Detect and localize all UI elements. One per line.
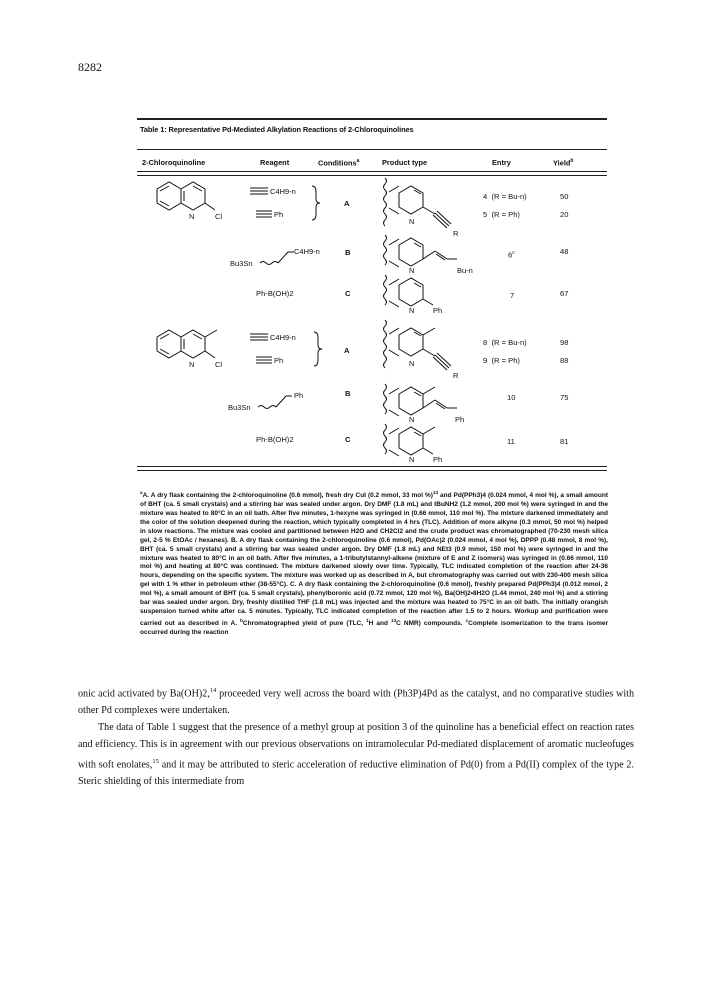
table-header-rule-top	[137, 149, 607, 150]
table-header-rule-2	[137, 175, 607, 176]
svg-text:Ph: Ph	[274, 210, 284, 219]
yield-7: 67	[560, 289, 569, 298]
svg-text:N: N	[409, 217, 415, 226]
header-product-type: Product type	[382, 158, 428, 167]
svg-text:N: N	[409, 306, 415, 315]
svg-text:Bu-n: Bu-n	[457, 266, 473, 275]
reagent-phenylboronic-1: Ph-B(OH)2	[256, 289, 294, 298]
atom-n: N	[189, 212, 195, 221]
svg-text:Ph: Ph	[274, 356, 284, 365]
entry-5: 5 (R = Ph)	[483, 210, 520, 219]
header-entry: Entry	[492, 158, 511, 167]
condition-b-2: B	[345, 389, 351, 398]
product-phenyl-quinoline	[383, 275, 493, 315]
svg-text:Ph: Ph	[455, 415, 465, 424]
entry-11: 11	[507, 437, 515, 446]
yield-6: 48	[560, 247, 569, 256]
condition-c-1: C	[345, 289, 351, 298]
page-number: 8282	[78, 60, 102, 74]
svg-text:Ph: Ph	[294, 391, 304, 400]
yield-9: 88	[560, 356, 569, 365]
condition-b-1: B	[345, 248, 351, 257]
entry-10: 10	[507, 393, 516, 402]
svg-text:N: N	[409, 266, 415, 275]
structure-2-chloroquinoline	[145, 182, 235, 232]
entry-4: 4 (R = Bu-n)	[483, 192, 527, 201]
yield-11: 81	[560, 437, 569, 446]
header-yield: Yield$^b$	[553, 158, 574, 168]
svg-text:C4H9-n: C4H9-n	[270, 187, 296, 196]
product-alkynyl-methylquinoline	[383, 320, 493, 380]
svg-text:Bu3Sn: Bu3Sn	[228, 403, 251, 412]
table-header-rule-1	[137, 171, 607, 172]
reagent-alkynes-2	[250, 330, 340, 370]
reagent-stannyl-hexene	[230, 240, 330, 270]
header-chloroquinoline: 2-Chloroquinoline	[142, 158, 206, 167]
paragraph-2: The data of Table 1 suggest that the presence of a methyl group at position 3 of the quinoline has a beneficial effect on reaction rates and efficiency. This is in agreement with our previous observations on intramolecular Pd-mediated displacement of aromatic nucleofuges with soft enolates,$^{15}$ and it may be attributed to steric acceleration of reductive elimination of Pd(0) from a Pd(II) complex of the type 2. Steric shielding of this intermediate from	[78, 721, 635, 787]
svg-text:Ph: Ph	[433, 306, 443, 315]
condition-a-2: A	[344, 346, 350, 355]
condition-a-1: A	[344, 199, 350, 208]
condition-c-2: C	[345, 435, 351, 444]
entry-6: 6$^c$	[508, 250, 515, 260]
entry-9: 9 (R = Ph)	[483, 356, 520, 365]
yield-10: 75	[560, 393, 569, 402]
svg-text:Bu3Sn: Bu3Sn	[230, 259, 253, 268]
reagent-stannyl-styrene	[228, 384, 328, 414]
table-top-rule	[137, 118, 607, 120]
header-conditions: Conditions$^a$	[318, 158, 360, 168]
header-reagent: Reagent	[260, 158, 290, 167]
table-footnote: $^a$A. A dry flask containing the 2-chloroquinoline (0.6 mmol), fresh dry CuI (0.2 mmol, 33 mol %)$^{13}$ and Pd(PPh3)4 (0.024 mmol, 4 mol %), a small amount of BHT (ca. 5 small crystals) and a stirring bar was sealed under argon. Dry DMF (1.8 mL) and tBuNH2 (1.2 mmol, 200 mol %) were syringed in and the mixture was heated to 80°C in an oil bath. After five minutes, 1-hexyne was syringed in (0.66 mmol, 110 mol %). The mixture darkened immediately and the color of the solution deepened during the reaction, which typically completed in 4 hrs (TLC). Addition of more alkyne (0.3 mmol, 50 mol %) helped in slow reactions. The mixture was cooled and partitioned between H2O and CH2Cl2 and the crude product was chromatographed (70-230 mesh silica gel, 2-5 % EtOAc / hexanes). B. A dry flask containing the 2-chloroquinoline (0.6 mmol), Pd(OAc)2 (0.024 mmol, 4 mol %), DPPP (0.48 mmol, 8 mol %), BHT (ca. 5 small crystals) and a stirring bar was sealed under argon. Dry DMF (1.8 mL) and NEt3 (0.9 mmol, 150 mol %) were syringed in and the mixture was heated to 80°C in an oil bath. After five minutes, a 1-tributylstannyl-alkene (mixture of E and Z isomers) was syringed in (0.66 mmol, 110 mol %) and heating at 80°C was continued. The mixture darkened slowly over time. Typically, TLC indicated completion of the reaction after 24-36 hours, depending on the specific system. The mixture was worked up as described in A, but chromatography was carried out with 230-400 mesh silica gel with 1 % ether in petroleum ether (38-55°C). C. A dry flask containing the 2-chloroquinoline (0.6 mmol), freshly prepared Pd(PPh3)4 (0.012 mmol, 2 mol %), a small amount of BHT (ca. 5 small crystals), phenylboronic acid (0.72 mmol, 120 mol %), Ba(OH)2•8H2O (1.44 mmol, 240 mol %) and a stirring bar was sealed under argon. Dry, freshly distilled THF (1.8 mL) was injected and the mixture was heated to 75°C in an oil bath. The initially orangish suspension turned white after ca. 5 minutes. Typically, TLC indicated completion of the reaction after 1.5 to 2 hours. Workup and purification were carried out as described in A. $^b$Chromatographed yield of pure (TLC, $^1$H and $^{13}$C NMR) compounds. $^c$Complete isomerization to the trans isomer occurred during the reaction	[140, 490, 609, 636]
entry-7: 7	[510, 291, 515, 300]
svg-text:N: N	[409, 455, 415, 464]
entry-8: 8 (R = Bu-n)	[483, 338, 527, 347]
svg-text:N: N	[409, 415, 415, 424]
product-styryl-methylquinoline	[383, 384, 493, 424]
paragraph-1: onic acid activated by Ba(OH)2,14 proceeded very well across the board with (Ph3P)4Pd as the catalyst, and no comparative studies with other Pd complexes were undertaken.	[78, 687, 634, 717]
yield-8: 98	[560, 338, 569, 347]
table-bottom-rule-2	[137, 470, 607, 471]
table-caption: Table 1: Representative Pd-Mediated Alkylation Reactions of 2-Chloroquinolines	[140, 125, 414, 134]
structure-3-methyl-2-chloroquinoline	[145, 328, 245, 378]
table-bottom-rule-1	[137, 466, 607, 467]
product-alkynyl-quinoline	[383, 178, 493, 238]
svg-text:Ph: Ph	[433, 455, 443, 464]
svg-text:R: R	[453, 371, 459, 380]
atom-n: N	[189, 360, 195, 369]
svg-text:N: N	[409, 359, 415, 368]
atom-cl: Cl	[215, 212, 223, 221]
product-phenyl-methylquinoline	[383, 424, 493, 464]
svg-text:C4H9-n: C4H9-n	[294, 247, 320, 256]
yield-5: 20	[560, 210, 569, 219]
yield-4: 50	[560, 192, 569, 201]
svg-text:R: R	[453, 229, 459, 238]
atom-cl: Cl	[215, 360, 223, 369]
product-alkenyl-quinoline	[383, 235, 493, 275]
body-text	[78, 683, 634, 791]
reagent-alkynes-1	[250, 184, 340, 224]
reagent-phenylboronic-2: Ph-B(OH)2	[256, 435, 294, 444]
svg-text:C4H9-n: C4H9-n	[270, 333, 296, 342]
